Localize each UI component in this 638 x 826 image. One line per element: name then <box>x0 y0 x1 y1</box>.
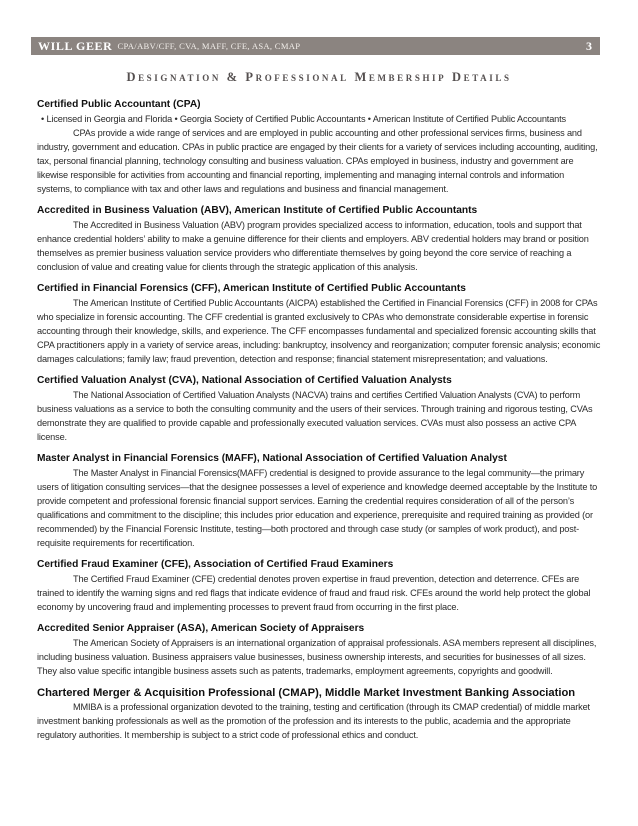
section-title: Certified in Financial Forensics (CFF), American Institute of Certified Public Accountants <box>37 283 466 294</box>
page-number: 3 <box>586 38 592 53</box>
section-title: Accredited Senior Appraiser (ASA), American Society of Appraisers <box>37 623 365 634</box>
section-abv <box>37 204 601 274</box>
section-body: CPAs provide a wide range of services and are employed in public accounting and other professional services firms, business and industry, government and education. CPAs in public practice are engaged by their clients for a variety of services including accounting, auditing, tax, personal financial planning, technology consulting and business valuation. CPAs employed in business, industry and government are likewise responsible for activities from accounting and financial reporting, implementing and managing internal controls and information systems, to compliance with tax and other laws and regulations and business and financial management. <box>37 128 598 194</box>
section-body: The National Association of Certified Valuation Analysts (NACVA) trains and certifies Certified Valuation Analysts (CVA) to perform business valuations as a service to both the consulting community and the users of their services. Through training and rigorous testing, CVAs demonstrate they are qualified to provide capable and professionally executed valuation services. CVAs must also possess an active CPA license. <box>37 390 593 442</box>
author-credentials: CPA/ABV/CFF, CVA, MAFF, CFE, ASA, CMAP <box>117 41 301 51</box>
section-title: Accredited in Business Valuation (ABV), American Institute of Certified Public Accountants <box>37 205 478 216</box>
membership-bullet-list: • Licensed in Georgia and Florida • Georgia Society of Certified Public Accountants • American Institute of Certified Public Accountants <box>41 114 566 124</box>
section-body: The American Institute of Certified Public Accountants (AICPA) established the Certified in Financial Forensics (CFF) in 2008 for CPAs who specialize in forensic accounting. The CFF credential is granted exclusively to CPAs who demonstrate considerable expertise in forensic accounting through their knowledge, skills, and experience. The CFF encompasses fundamental and specialized forensic accounting skills that CPA practitioners apply in a variety of service areas, including: bankruptcy, insolvency and reorganization; computer forensic analysis; economic damages calculations; family law; fraud prevention, detection and response; financial statement misrepresentation; and valuations. <box>37 298 601 364</box>
header-bar <box>31 37 600 55</box>
section-cff <box>37 282 601 366</box>
page-title: Designation & Professional Membership Details <box>126 70 512 84</box>
section-title: Certified Fraud Examiner (CFE), Association of Certified Fraud Examiners <box>37 559 394 570</box>
section-body: The Master Analyst in Financial Forensics(MAFF) credential is designed to provide assurance to the legal community—the primary users of litigation consulting services—that the designee possesses a level of experience and knowledge deemed acceptable by the Institute to provide competent and professional forensic financial support services. Earning the credential requires consideration of all of the person’s qualifications and commitment to the discipline; this includes prior education and experience, prerequisite and required training as provided (or recommended) by the Financial Forensic Institute, testing—both proctored and through case study (or samples of work product), and post-requisite requirements for recertification. <box>37 468 598 548</box>
section-title: Chartered Merger & Acquisition Professional (CMAP), Middle Market Investment Banking Association <box>37 687 576 699</box>
section-body: The American Society of Appraisers is an international organization of appraisal professionals. ASA members represent all disciplines, including business valuation. Business appraisers value businesses, business ownership interests, and securities for businesses of all sizes. They also value specific intangible business assets such as patents, trademarks, employment agreements, copyrights and goodwill. <box>37 638 597 676</box>
author-name: WILL GEER <box>38 38 113 53</box>
section-cfe <box>37 558 601 614</box>
section-asa <box>37 622 601 678</box>
section-maff <box>37 452 601 550</box>
section-body: The Certified Fraud Examiner (CFE) credential denotes proven expertise in fraud prevention, detection and deterrence. CFEs are trained to identify the warning signs and red flags that indicate evidence of fraud and fraud risk. CFEs around the world help protect the global economy by uncovering fraud and implementing processes to prevent fraud from occurring in the first place. <box>37 574 591 612</box>
section-title: Master Analyst in Financial Forensics (MAFF), National Association of Certified Valuation Analyst <box>37 453 507 464</box>
section-cpa <box>37 98 601 196</box>
section-cva <box>37 374 601 444</box>
section-body: The Accredited in Business Valuation (ABV) program provides specialized access to information, education, tools and support that enhance credential holders’ ability to make a genuine difference for their clients and employers. ABV credential holders may brand or position themselves as premier business valuation service providers who differentiate themselves by going beyond the core service of reaching a conclusion of value and creating value for clients through the strategic application of this analysis. <box>37 220 589 272</box>
section-title: Certified Public Accountant (CPA) <box>37 99 201 110</box>
section-title: Certified Valuation Analyst (CVA), National Association of Certified Valuation Analysts <box>37 375 452 386</box>
section-body: MMIBA is a professional organization devoted to the training, testing and certification (through its CMAP credential) of middle market investment banking professionals as well as the promotion of the profession and its interests to the public, academia and the appropriate regulatory authorities. It membership is subject to a strict code of professional ethics and conduct. <box>37 702 590 740</box>
section-cmap <box>37 686 601 742</box>
document-body <box>37 98 601 750</box>
